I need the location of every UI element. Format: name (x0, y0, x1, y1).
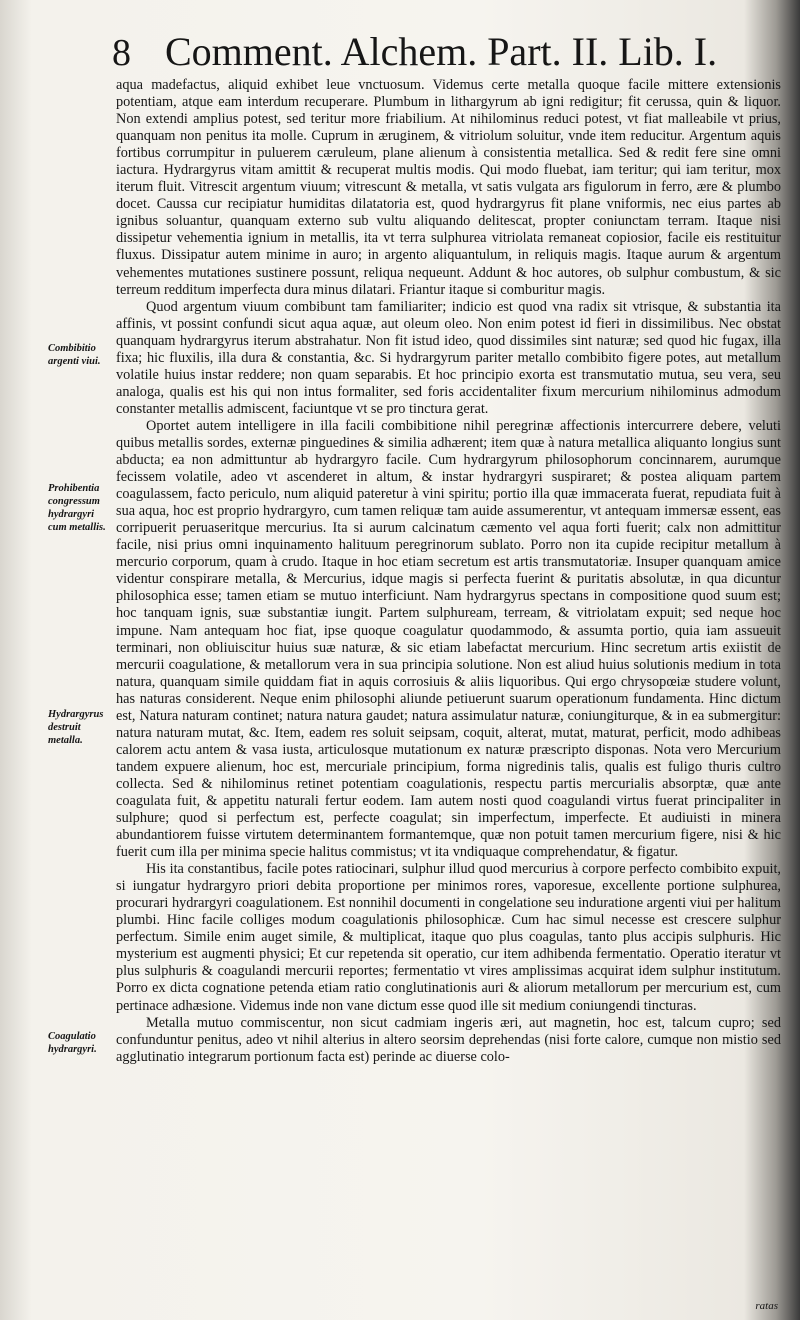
page-number: 8 (112, 32, 131, 74)
page-header (112, 28, 792, 76)
margin-note-hydrargyrus: Hydrargyrus destruit metalla. (48, 709, 104, 746)
running-title: Comment. Alchem. Part. II. Lib. I. (165, 29, 718, 74)
margin-note-combibitio: Combibitio argenti viui. (48, 343, 101, 367)
margin-note-prohibentia: Prohibentia congressum hydrargyri cum metallis. (48, 483, 106, 533)
body-text (116, 77, 781, 1317)
paragraph: Metalla mutuo commiscentur, non sicut cadmiam ingeris æri, aut magnetin, hoc est, talcum cupro; sed confunduntur penitus, adeo vt nihil alterius in altero seorsim deprehendas (nisi forte calore, cumque non mistio sed agglutinatio integrarum portionum facta est) perinde ac diuerse colo- (116, 1014, 781, 1065)
catchword: ratas (755, 1300, 778, 1312)
paragraph: aqua madefactus, aliquid exhibet leue vnctuosum. Videmus certe metalla quoque facile mittere extensionis potentiam, atque eam interdum recuperare. Plumbum in lithargyrum ab igni redigitur; fit cerussa, quin & liquor. Non extendi amplius potest, sed teritur more friabilium. At nihilominus reduci potest, vt fiat malleabile vt prius, quanquam non penitus ita molle. Cuprum in æruginem, & vitriolum soluitur, vnde item reducitur. Argentum aquis fortibus corrumpitur in puluerem cæruleum, plane alienum à consistentia metallica. Sed & redit fere sine omni iactura. Hydrargyrus vitam amittit & recuperat multis modis. Qui modo fluebat, iam teritur; qui iam teritur, mox iterum fluit. Vitrescit argentum viuum; vitrescunt & metalla, vt satis vulgata ars figulorum in ferro, ære & plumbo docet. Caussa cur recipiatur humiditas dilatatoria est, quod hydrargyrus fit plane vniformis, nec eius partes ab ignibus soluantur, quanquam externo sub vultu aliquando delitescat, propter coniunctam terram. Itaque nisi dissipetur vehementia ignium in metallis, ita vt terra sulphurea vitriolata remaneat copiosior, facile eis restituitur fluxus. Dissipatur autem minime in auro; in argento aliquantulum, in reliquis magis. Itaque aurum & argentum vehementes mutationes sustinere possunt, reliqua nequeunt. Addunt & hoc autores, ob sulphur combustum, & sic terreum redditum imperfecta dura minus dilatari. Friantur itaque si comburitur magis. (116, 77, 781, 298)
paragraph: Oportet autem intelligere in illa facili combibitione nihil peregrinæ affectionis intercurrere debere, veluti quibus metallis sordes, externæ pinguedines & similia adhærent; item quæ à natura metallica aliquanto longius sunt abducta; ea non admittuntur ab hydrargyro facile. Cum hydrargyrum philosophorum concinnarem, aurumque fecissem volatile, adeo vt ascenderet in altum, & instar hydrargyri suspiraret; & postea aliquam partem coagulassem, facto periculo, num aliquid pateretur à vini spiritu; portio illa quæ immacerata fuerat, repudiata fuit à sua aqua, hoc est proprio hydrargyro, cum tamen reliquæ tam auide assumerentur, vt antequam immersæ essent, eas corripuerit peruaseritque mercurius. Ita si aurum calcinatum cæmento vel aqua forti fuerit; calx non admittitur facile, nisi prius omni inquinamento halituum peregrinorum sublato. Porro non ita cupide recipitur metallum à mercurio corporum, quam à crudo. Itaque in hoc etiam secretum est artis transmutatoriæ. Insuper quanquam amice videntur conspirare metalla, & Mercurius, idque magis si perfecta fuerint & puritatis absolutæ, in qua dicuntur philosophica esse; tamen etiam se mutuo interficiunt. Nam hydrargyrus spectans in compositione quod suum est; hoc tanquam ignis, suæ substantiæ iungit. Partem sulphuream, terream, & vitriolatam expuit; sed neque hoc impune. Nam antequam hoc fiat, ipse quoque coagulatur quodammodo, & assumta portio, quia iam assueuit terminari, non obliuiscitur huius suæ naturæ, & sic etiam labefactat mercurium. Hinc secretum artis exiistit de mercurii coagulatione, & metallorum vera in sua principia solutione. Non est aliud huius solutionis medium in tota natura, quanquam simile quiddam fiat in aquis corrosiuis & aliis liquoribus. Qui ergo chrysopœiæ studere volunt, has naturas considerent. Neque enim philosophi aliunde petiuerunt suarum operationum fundamenta. Hinc dictum est, Natura naturam continet; natura natura gaudet; natura assimulatur naturæ, coniungiturque, & in ea submergitur: natura naturam mutat, &c. Item, eadem res soluit seipsam, coquit, alterat, mutat, maturat, perficit, modo adhibeas calorem actu antem & vasa iusta, articulosque mutationum ex naturæ præscripto disponas. Nota vero Mercurium tandem expuere alienum, hoc est, mercuriale principium, forma nigredinis talis, qualis est fuligo thuris cultro collecta. Sed & nihilominus retinet potentiam coagulationis, respectu partis mercurialis absorptæ, quæ ante coagulata fuit, & appetitu naturali fertur eodem. Iam autem nosti quod coagulandi virtus fuerat principaliter in sulphure; quod si perfectum est, perfecte coagulat; sin imperfectum, imperfecte. Et audiuisti in minera abundantiorem fuisse virtutem determinantem formantemque, quæ non potuit tamen mercurium figere, nisi & hic fuerit cum illa per minima specie halitus commistus; vt ita vndiquaque comprehendatur, & figatur. (116, 417, 781, 861)
margin-note-coagulatio: Coagulatio hydrargyri. (48, 1031, 97, 1055)
paragraph: His ita constantibus, facile potes ratiocinari, sulphur illud quod mercurius à corpore perfecto combibito expuit, si iungatur hydrargyro priori debita proportione per minimos rores, vaporesue, excellente portione sulphurea, procurari hydrargyri coagulationem. Est nonnihil documenti in congelatione seu induratione argenti viui per halitum plumbi. Hinc facile colliges modum coagulationis philosophicæ. Cum hac simul necesse est crescere sulphur perfectum. Simile enim auget simile, & multiplicat, itaque quo plus coagulas, tanto plus accipis sulphuris. Hic mysterium est augmenti physici; Et cur repetenda sit operatio, cur item adhibenda fermentatio. Operatio iteratur vt plus sulphuris & coagulandi mercurii reportes; fermentatio vt vires amplissimas acquirat idem sulphur institutum. Porro ex dicta cognatione petenda etiam ratio conglutinationis auri & aliorum metallorum per mercurium est, cum pertinace adhæsione. Videmus inde non vane dictum esse quod ille sit medium coniungendi tincturas. (116, 861, 781, 1014)
paragraph: Quod argentum viuum combibunt tam familiariter; indicio est quod vna radix sit vtrisque, & substantia ita affinis, vt possint confundi sicut aqua aquæ, aut oleum oleo. Non enim potest id fieri in dissimilibus. Nec obstat quanquam hydrargyrus iterum abstrahatur. Non fit istud ideo, quod dissimiles sint naturæ; sed quod hic fugax, illa fixa; hic fluxilis, illa dura & constantia, &c. Si hydrargyrum pariter metallo combibito figere potes, aut metallum volatile huius instar reddere; non quam separabis. Et hoc principio exorta est transmutatio mutua, seu vera, seu analoga, qualis est his qui non intus formaliter, sed foris accidentaliter fixum mercurium nihilominus admodum constanter metallis admiscent, faciuntque vt se pro tinctura gerat. (116, 298, 781, 417)
